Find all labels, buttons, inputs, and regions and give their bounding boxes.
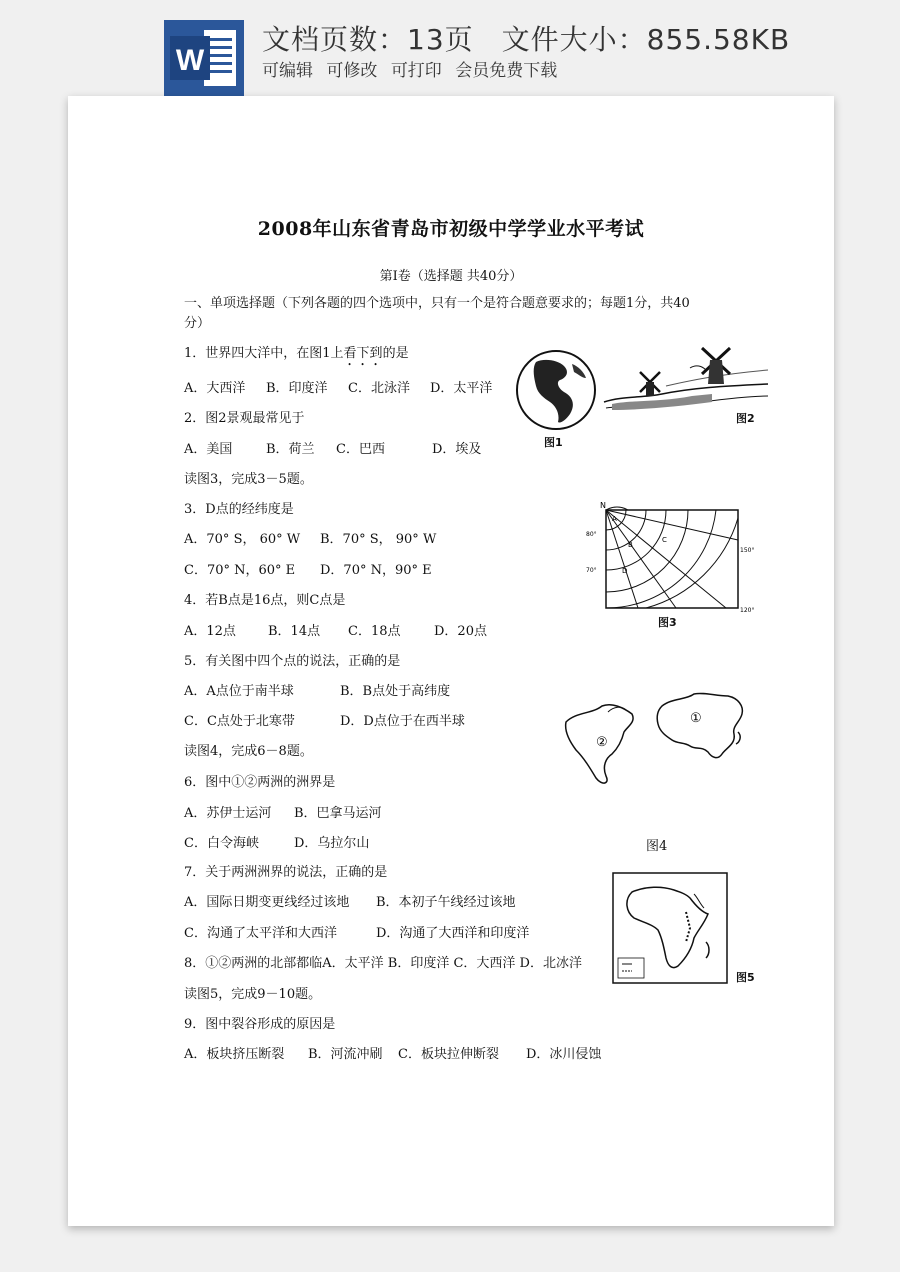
instructions-line-1: 一、单项选择题（下列各题的四个选项中，只有一个是符合题意要求的；每题1分，共40	[184, 296, 690, 311]
feature-member-download: 会员免费下载	[455, 61, 558, 81]
document-info-banner	[0, 0, 900, 100]
svg-text:②: ②	[596, 735, 608, 750]
svg-text:D: D	[622, 567, 628, 575]
question-7-stem: 7．关于两洲洲界的说法，正确的是	[184, 865, 388, 880]
instructions-line-2: 分）	[184, 316, 211, 331]
figure-2-caption: 图2	[736, 412, 755, 425]
section-title: 第Ⅰ卷（选择题 共40分）	[379, 269, 523, 284]
question-4-options: A．12点 B．14点 C．18点 D．20点	[184, 624, 487, 639]
figure-3-coordinate-grid	[586, 500, 762, 618]
question-9-stem: 9．图中裂谷形成的原因是	[184, 1017, 336, 1032]
question-1-options: A．大西洋 B．印度洋 C．北泳洋 D．太平洋	[184, 381, 493, 396]
svg-text:A: A	[612, 515, 617, 523]
document-meta	[262, 18, 790, 58]
question-8-stem: 8．①②两洲的北部都临A．太平洋 B．印度洋 C．大西洋 D．北冰洋	[184, 956, 582, 971]
question-3-stem: 3．D点的经纬度是	[184, 502, 294, 517]
page-count: 文档页数：13页	[262, 23, 474, 56]
figure-3-caption: 图3	[658, 616, 677, 629]
question-2-stem: 2．图2景观最常见于	[184, 411, 305, 426]
figure-4-caption: 图4	[646, 839, 668, 854]
svg-text:N: N	[600, 501, 606, 510]
question-2-options: A．美国 B．荷兰 C．巴西 D．埃及	[184, 442, 482, 457]
svg-text:150°: 150°	[740, 547, 755, 554]
question-4-stem: 4．若B点是16点，则C点是	[184, 593, 346, 608]
feature-editable: 可编辑	[262, 61, 313, 81]
question-5-stem: 5．有关图中四个点的说法，正确的是	[184, 654, 401, 669]
figure-1-caption: 图1	[544, 436, 563, 449]
question-5-options-ab: A．A点位于南半球 B．B点处于高纬度	[184, 684, 451, 699]
read-figure-4: 读图4，完成6－8题。	[184, 744, 313, 759]
question-5-options-cd: C．C点处于北寒带 D．D点位于在西半球	[184, 714, 465, 729]
read-figure-5: 读图5，完成9－10题。	[184, 987, 322, 1002]
question-7-options-cd: C．沟通了太平洋和大西洋 D．沟通了大西洋和印度洋	[184, 926, 530, 941]
svg-text:①: ①	[690, 711, 702, 726]
question-6-options-cd: C．白令海峡 D．乌拉尔山	[184, 836, 370, 851]
svg-text:W: W	[175, 44, 205, 77]
svg-text:70°: 70°	[586, 567, 597, 574]
question-1-stem: 1．世界四大洋中，在图1上看下到的是	[184, 346, 409, 361]
file-size: 文件大小：855.58KB	[501, 23, 791, 56]
question-6-stem: 6．图中①②两洲的洲界是	[184, 775, 336, 790]
svg-text:C: C	[662, 536, 667, 544]
read-figure-3: 读图3，完成3－5题。	[184, 472, 313, 487]
figure-4-continents-map	[562, 692, 754, 796]
figure-5-caption: 图5	[736, 971, 755, 984]
document-title: 2008年山东省青岛市初级中学学业水平考试	[257, 218, 645, 240]
question-7-options-ab: A．国际日期变更线经过该地 B．本初子午线经过该地	[184, 895, 516, 910]
document-page	[68, 96, 834, 1226]
question-3-options-cd: C．70° N，60° E D．70° N，90° E	[184, 563, 432, 578]
feature-modifiable: 可修改	[326, 61, 378, 81]
feature-list	[262, 56, 565, 81]
question-6-options-ab: A．苏伊士运河 B．巴拿马运河	[184, 806, 382, 821]
feature-printable: 可打印	[390, 61, 442, 81]
question-9-options: A．板块挤压断裂 B．河流冲刷 C．板块拉伸断裂 D．冰川侵蚀	[184, 1047, 602, 1062]
figure-5-africa-rift-map	[612, 872, 728, 984]
word-document-icon	[164, 20, 244, 96]
question-3-options-ab: A．70° S， 60° W B．70° S， 90° W	[184, 532, 437, 547]
svg-text:120°: 120°	[740, 607, 755, 614]
svg-text:80°: 80°	[586, 531, 597, 538]
figure-1-globe	[514, 348, 598, 432]
svg-text:B: B	[628, 541, 633, 549]
